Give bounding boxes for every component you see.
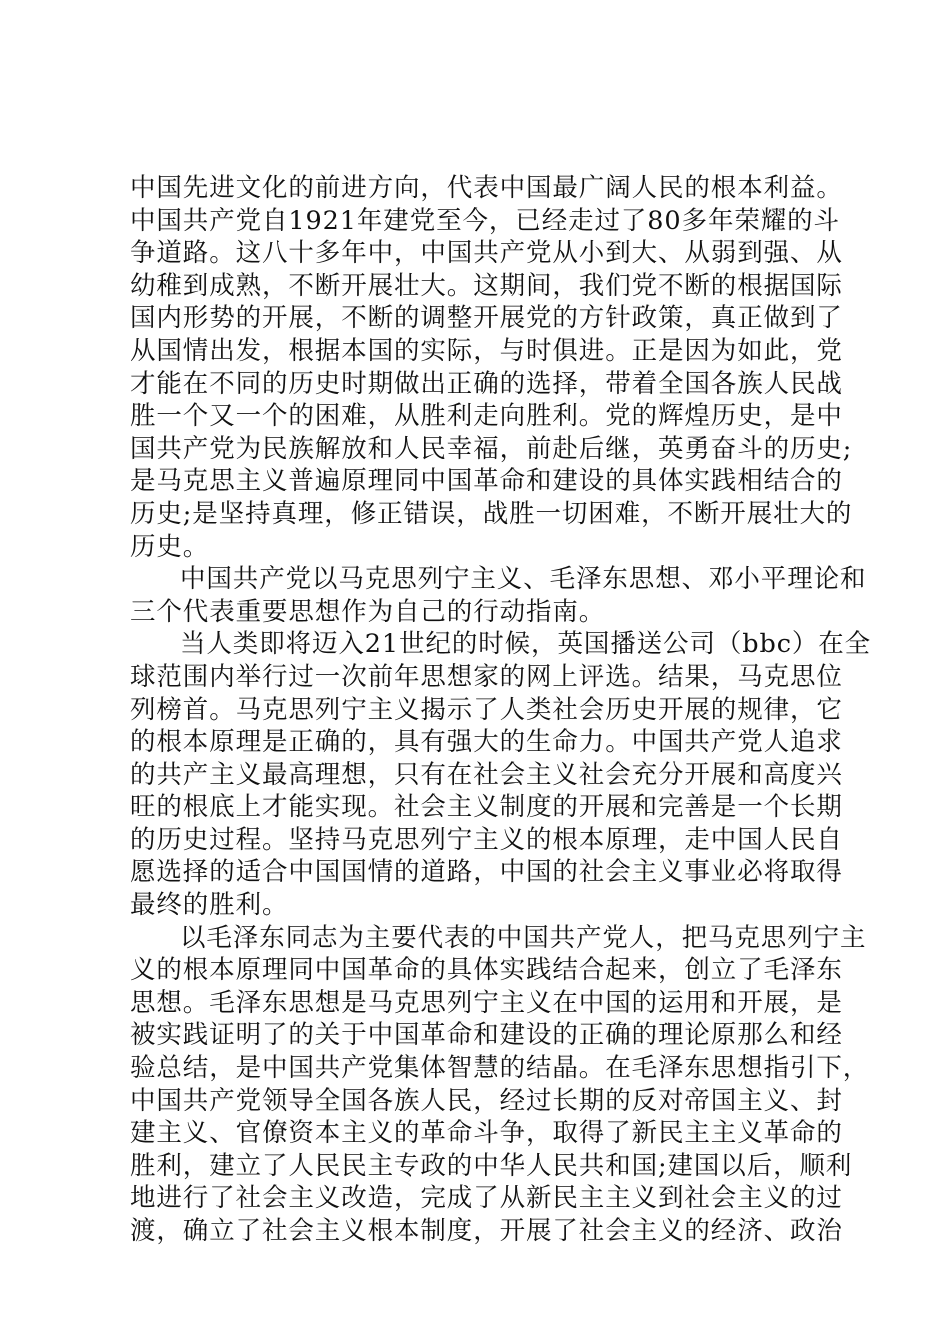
text-line: 思想。毛泽东思想是马克思列宁主义在中国的运用和开展，是: [130, 987, 843, 1018]
text-line: 旺的根底上才能实现。社会主义制度的开展和完善是一个长期: [130, 792, 843, 823]
text-line: 列榜首。马克思列宁主义揭示了人类社会历史开展的规律，它: [130, 694, 843, 725]
text-line: 的历史过程。坚持马克思列宁主义的根本原理，走中国人民自: [130, 824, 843, 855]
paragraph-first-line: 中国共产党以马克思列宁主义、毛泽东思想、邓小平理论和: [180, 564, 867, 595]
text-line: 历史。: [130, 531, 210, 562]
text-line: 国内形势的开展，不断的调整开展党的方针政策，真正做到了: [130, 303, 843, 334]
paragraph-first-line: 以毛泽东同志为主要代表的中国共产党人，把马克思列宁主: [180, 922, 867, 953]
text-line: 最终的胜利。: [130, 890, 289, 921]
body-text: [130, 172, 872, 1248]
text-line: 渡，确立了社会主义根本制度，开展了社会主义的经济、政治: [130, 1216, 843, 1246]
text-line: 球范围内举行过一次前年思想家的网上评选。结果，马克思位: [130, 661, 843, 692]
paragraph-first-line: 当人类即将迈入21世纪的时候，英国播送公司（bbc）在全: [180, 629, 872, 660]
text-line: 三个代表重要思想作为自己的行动指南。: [130, 596, 606, 627]
text-line: 中国共产党自1921年建党至今，已经走过了80多年荣耀的斗: [130, 205, 840, 236]
text-line: 中国共产党领导全国各族人民，经过长期的反对帝国主义、封: [130, 1085, 843, 1116]
text-line: 是马克思主义普遍原理同中国革命和建设的具体实践相结合的: [130, 466, 843, 497]
text-line: 争道路。这八十多年中，中国共产党从小到大、从弱到强、从: [130, 238, 843, 269]
text-line: 胜一个又一个的困难，从胜利走向胜利。党的辉煌历史，是中: [130, 401, 843, 432]
text-line: 验总结，是中国共产党集体智慧的结晶。在毛泽东思想指引下，: [130, 1053, 870, 1084]
text-line: 幼稚到成熟，不断开展壮大。这期间，我们党不断的根据国际: [130, 270, 843, 301]
text-line: 历史;是坚持真理，修正错误，战胜一切困难，不断开展壮大的: [130, 498, 853, 529]
text-line: 中国先进文化的前进方向，代表中国最广阔人民的根本利益。: [130, 173, 843, 203]
text-line: 从国情出发，根据本国的实际，与时俱进。正是因为如此，党: [130, 335, 843, 366]
text-line: 胜利，建立了人民民主专政的中华人民共和国;建国以后，顺利: [130, 1150, 853, 1181]
text-line: 愿选择的适合中国国情的道路，中国的社会主义事业必将取得: [130, 857, 843, 888]
text-line: 的根本原理是正确的，具有强大的生命力。中国共产党人追求: [130, 727, 843, 758]
text-line: 被实践证明了的关于中国革命和建设的正确的理论原那么和经: [130, 1020, 843, 1051]
text-line: 的共产主义最高理想，只有在社会主义社会充分开展和高度兴: [130, 759, 843, 790]
text-line: 地进行了社会主义改造，完成了从新民主主义到社会主义的过: [130, 1183, 843, 1214]
text-line: 建主义、官僚资本主义的革命斗争，取得了新民主主义革命的: [130, 1118, 843, 1149]
text-line: 义的根本原理同中国革命的具体实践结合起来，创立了毛泽东: [130, 955, 843, 986]
text-line: 才能在不同的历史时期做出正确的选择，带着全国各族人民战: [130, 368, 843, 399]
text-line: 国共产党为民族解放和人民幸福，前赴后继，英勇奋斗的历史;: [130, 433, 853, 464]
